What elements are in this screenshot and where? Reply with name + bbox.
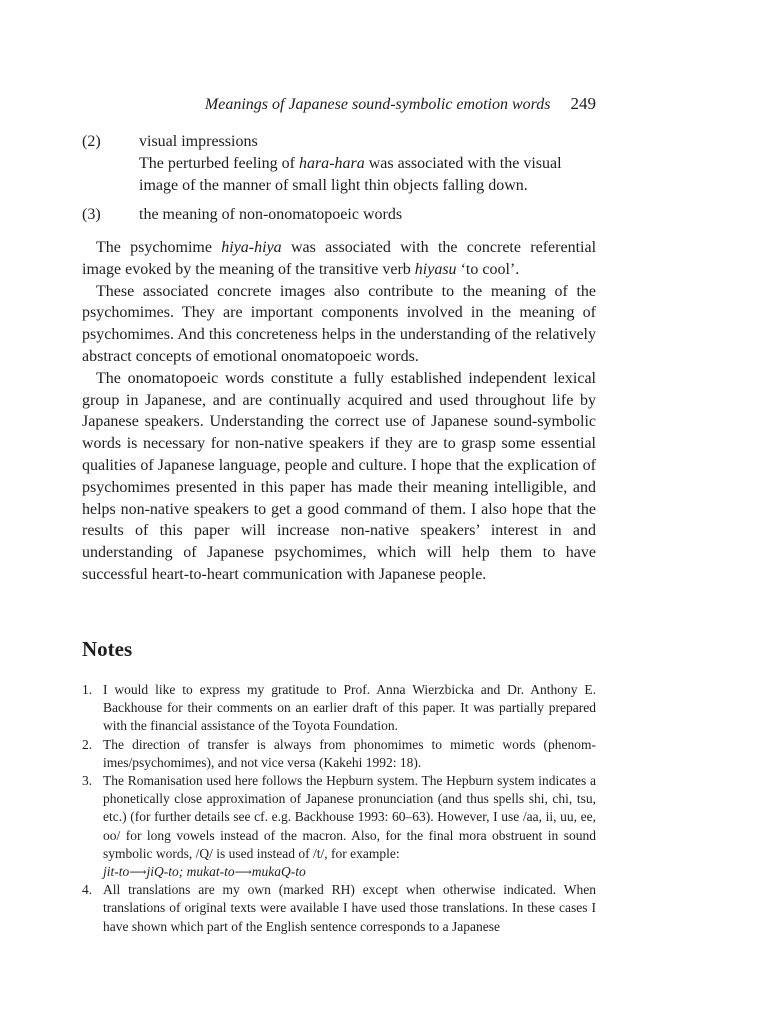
list-item-2 [82, 131, 596, 197]
note-number: 4. [82, 882, 93, 898]
note-number: 3. [82, 773, 93, 789]
term-hiyasu: hiyasu [414, 260, 457, 278]
paragraph-2: These associated concrete images also contribute to the meaning of the psychomimes. They are important components involved in the meaning of psychomimes. And this concreteness helps in the understanding of the relatively abstract concepts of emotional onomatopoeic words. [82, 282, 596, 365]
note-number: 1. [82, 682, 93, 697]
note-text: All translations are my own (marked RH) except when otherwise indicated. When translations of original texts were available I have used those translations. In these cases I have shown which part of the English sentence corresponds to a Japanese [103, 882, 596, 934]
list-item-number: (3) [82, 206, 101, 223]
term-hara-hara: hara-hara [298, 155, 365, 172]
list-item-title: visual impressions [139, 133, 258, 150]
right-arrow-icon: ⟶ [234, 865, 252, 880]
note-number: 2. [82, 736, 93, 752]
body-text [82, 237, 596, 586]
list-item-description: The perturbed feeling of hara-hara was associated with the visual image of the manner of small light thin objects falling down. [139, 155, 562, 194]
note-item [82, 881, 596, 936]
list-item-title: the meaning of non-onomatopoeic words [139, 206, 403, 223]
paragraph-1: The psychomime hiya-hiya was associated with the concrete referential image evoked by the meaning of the transitive verb hiyasu ‘to cool’. [82, 239, 597, 278]
note-item [82, 681, 596, 736]
term-hiya-hiya: hiya-hiya [221, 239, 282, 256]
list-item-number: (2) [82, 133, 101, 150]
list-item-3 [82, 204, 596, 226]
note-item [82, 772, 596, 881]
note-text: The direction of transfer is always from phonomimes to mimetic words (phenomimes/psychomimes), and not vice versa (Kakehi 1992: 18). [103, 736, 596, 770]
notes-list [82, 681, 596, 936]
page-number: 249 [570, 94, 596, 113]
running-header [82, 94, 596, 115]
paragraph-3: The onomatopoeic words constitute a fully established independent lexical group in Japanese, and are continually acquired and used throughout life by Japanese speakers. Understanding the correct use of Japanese sound-symbolic words is necessary for non-native speakers if they are to grasp some essential qualities of Japanese language, people and culture. I hope that the explication of psychomimes presented in this paper has made their meaning intelligible, and helps non-native speakers to get a good command of them. I also hope that the results of this paper will increase non-native speakers’ interest in and understanding of Japanese psychomimes, which will help them to have successful heart-to-heart communication with Japanese people. [82, 369, 596, 583]
right-arrow-icon: ⟶ [129, 865, 147, 880]
running-title: Meanings of Japanese sound-symbolic emotion words [204, 96, 551, 113]
note-text: The Romanisation used here follows the Hepburn system. The Hepburn system indicates a phonetically close approximation of Japanese pronunciation (and thus spells shi, chi, tsu, etc.) (for further details see cf. e.g. Backhouse 1993: 60–63). However, I use /aa, ii, uu, ee, oo/ for long vowels instead of the macron. Also, for the final mora obstruent in sound symbolic words, /Q/ is used instead of /t/, for example: [103, 773, 596, 861]
notes-heading: Notes [82, 637, 133, 661]
note-example: jit-to⟶jiQ-to; mukat-to⟶mukaQ-to [103, 864, 306, 880]
note-text: I would like to express my gratitude to Prof. Anna Wierzbicka and Dr. Anthony E. Backhouse for their comments on an earlier draft of this paper. It was partially prepared with the financial assistance of the Toyota Foundation. [103, 682, 596, 734]
note-item [82, 736, 596, 772]
